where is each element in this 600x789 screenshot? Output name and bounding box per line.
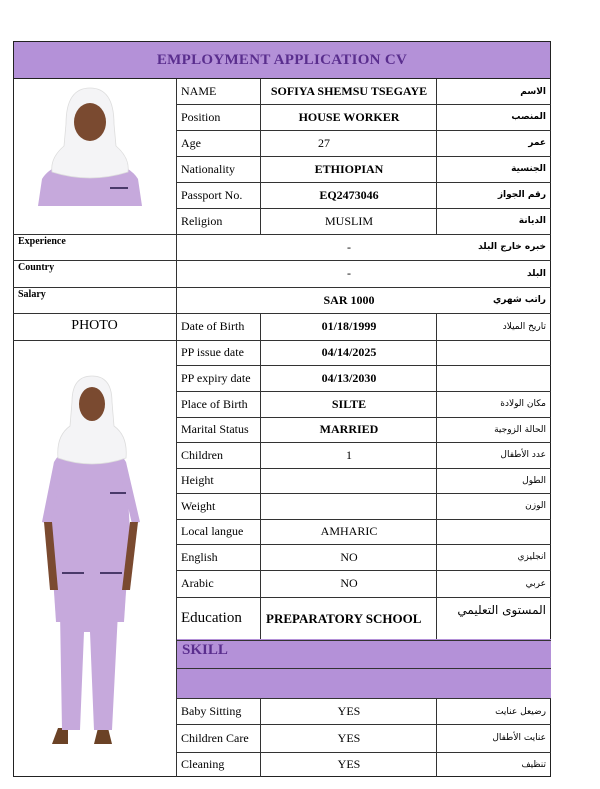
wide-arabic: خبره خارج البلد	[478, 242, 546, 252]
col-divider-label-3	[260, 699, 261, 777]
field-arabic: تاريخ الميلاد	[502, 321, 546, 332]
col-divider-label-2	[260, 313, 261, 639]
field-value: EQ2473046	[319, 187, 379, 202]
skill-value: YES	[337, 730, 361, 745]
skill-value: YES	[337, 704, 361, 718]
field-arabic	[438, 340, 546, 365]
wide-value: -	[347, 266, 351, 280]
full-body-photo	[32, 372, 152, 744]
field-arabic: عربي	[525, 578, 546, 589]
field-arabic: مكان الولادة	[500, 399, 546, 409]
wide-arabic: البلد	[526, 268, 546, 279]
field-arabic: رقم الجواز	[497, 190, 546, 200]
field-label: Date of Birth	[181, 319, 245, 333]
field-label: PP expiry date	[181, 370, 251, 385]
field-value: PREPARATORY SCHOOL	[266, 610, 422, 626]
field-label: Position	[181, 109, 221, 124]
field-value: SOFIYA SHEMSU TSEGAYE	[270, 84, 428, 98]
wide-arabic: راتب شهري	[493, 295, 546, 305]
field-label: Marital Status	[181, 422, 249, 436]
skill-label: Cleaning	[181, 757, 225, 771]
field-label: NAME	[181, 84, 217, 98]
skill-arabic: تنظيف	[521, 759, 546, 770]
portrait-photo	[30, 84, 150, 206]
field-value: MUSLIM	[324, 213, 373, 228]
wide-value: SAR 1000	[323, 292, 375, 307]
field-value: ETHIOPIAN	[314, 161, 384, 176]
skill-label: Baby Sitting	[181, 704, 242, 718]
field-value: HOUSE WORKER	[298, 109, 400, 124]
field-arabic: عمر	[528, 138, 546, 148]
col-divider-arabic-2	[436, 313, 437, 639]
field-arabic: الطول	[522, 475, 546, 486]
field-label: Religion	[181, 213, 223, 228]
field-label: Nationality	[181, 161, 235, 176]
field-value: NO	[340, 549, 358, 564]
field-value: 1	[346, 447, 352, 462]
field-arabic: الجنسية	[511, 164, 546, 174]
col-divider-arabic-3	[436, 699, 437, 777]
skill-title: SKILL	[182, 642, 228, 658]
col-divider-photo	[176, 79, 177, 777]
field-arabic: الديانة	[518, 216, 546, 226]
field-arabic: المستوى التعليمي	[457, 603, 546, 617]
field-value: 04/13/2030	[321, 370, 377, 385]
skill-header-blank	[176, 669, 551, 699]
field-value: MARRIED	[319, 422, 379, 436]
field-value: NO	[340, 576, 358, 590]
field-value: AMHARIC	[320, 524, 378, 538]
field-label: Place of Birth	[181, 396, 248, 411]
skill-arabic: رضيعل عنايت	[495, 706, 546, 717]
field-label: Age	[181, 135, 201, 150]
field-arabic: المنصب	[511, 112, 546, 122]
field-label: PP issue date	[181, 345, 244, 359]
wide-label: Salary	[18, 289, 46, 300]
field-arabic	[438, 365, 546, 391]
wide-label: Country	[18, 262, 55, 273]
field-label: Arabic	[181, 576, 214, 590]
skill-label: Children Care	[181, 730, 249, 745]
field-value: 01/18/1999	[321, 319, 377, 333]
wide-label: Experience	[18, 236, 66, 247]
field-value: SILTE	[331, 396, 367, 411]
field-label: English	[181, 549, 218, 564]
field-arabic: عدد الأطفال	[500, 450, 546, 460]
field-label: Local langue	[181, 524, 244, 538]
field-label: Education	[181, 610, 242, 626]
field-label: Height	[181, 473, 214, 487]
field-value: 27	[318, 135, 330, 150]
field-value: 04/14/2025	[321, 345, 377, 359]
field-value	[262, 468, 436, 493]
skill-arabic: عنايت الأطفال	[492, 733, 546, 743]
skill-value: YES	[337, 757, 361, 771]
photo-label: PHOTO	[71, 318, 118, 333]
field-arabic: انجليزي	[517, 552, 546, 562]
wide-value: -	[347, 239, 351, 254]
field-arabic	[438, 519, 546, 544]
field-label: Passport No.	[181, 187, 243, 202]
field-arabic: الوزن	[525, 501, 546, 511]
field-arabic: الاسم	[520, 86, 546, 97]
field-arabic: الحالة الزوجية	[494, 424, 546, 435]
field-value	[262, 493, 436, 519]
cv-title: EMPLOYMENT APPLICATION CV	[156, 51, 408, 68]
cv-header	[13, 41, 551, 79]
field-label: Weight	[181, 498, 216, 513]
field-label: Children	[181, 447, 223, 462]
